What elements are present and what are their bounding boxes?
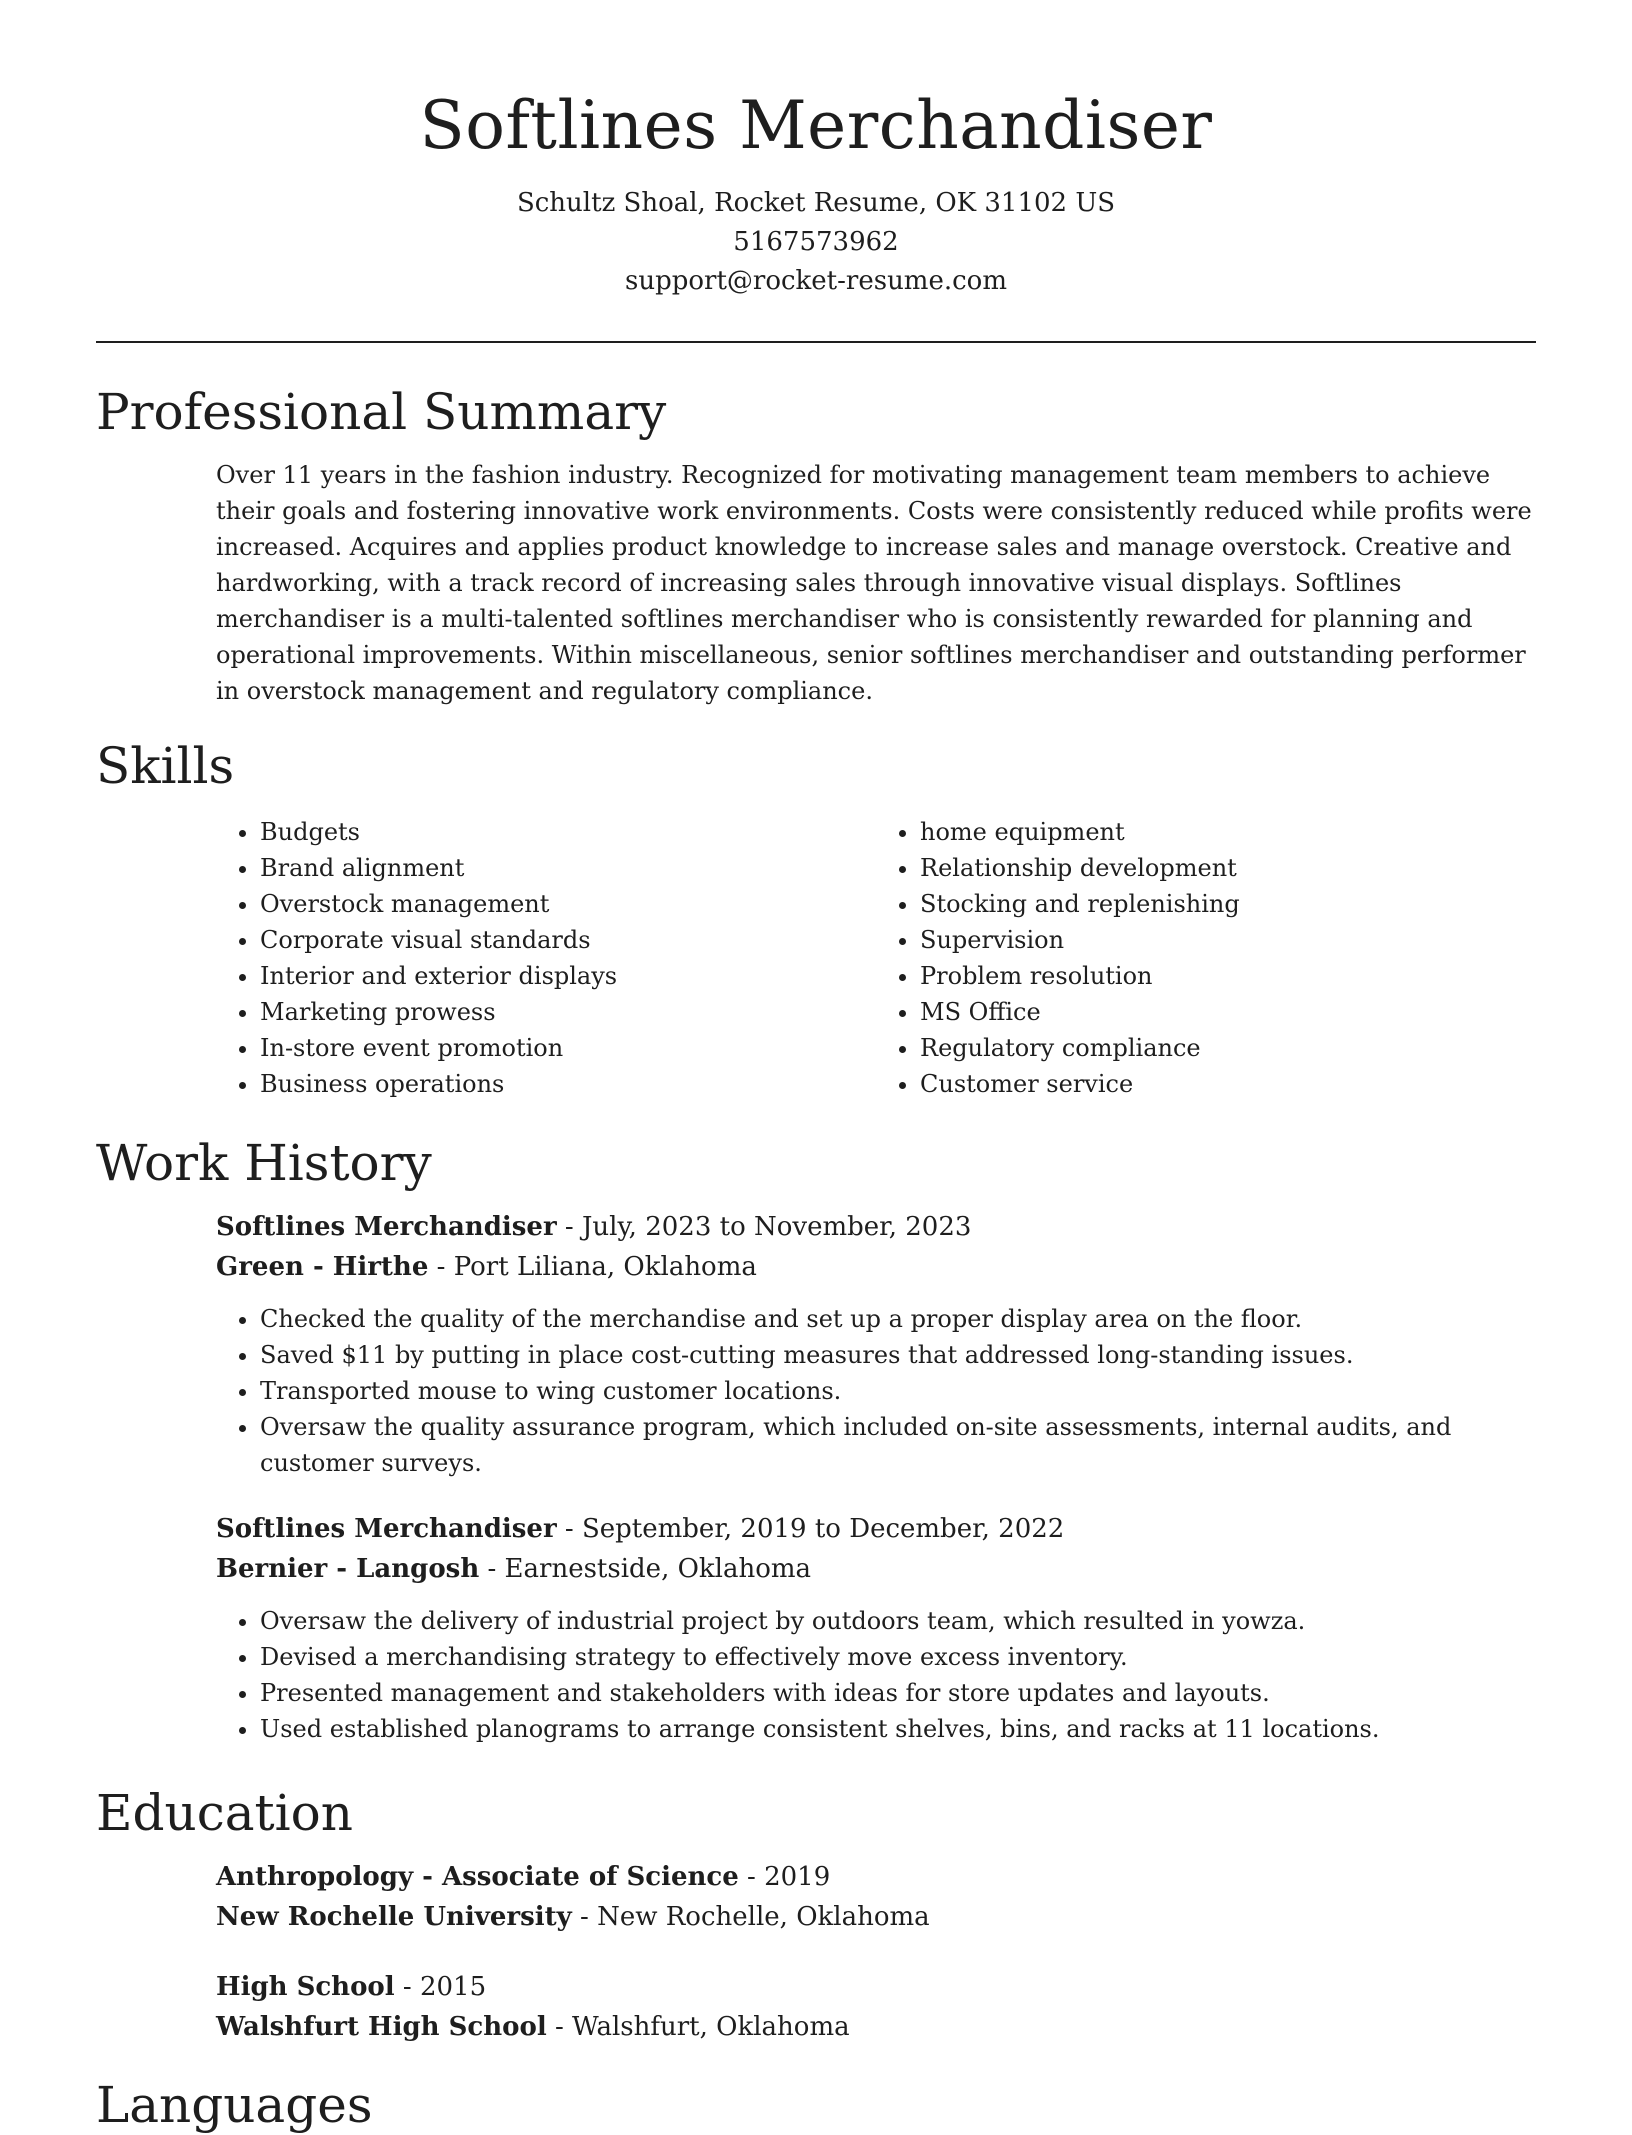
job-title-line <box>216 1207 1536 1247</box>
job-bullet: • Used established planograms to arrange consistent shelves, bins, and racks at 11 locations. <box>260 1711 1536 1747</box>
job-dates: - September, 2019 to December, 2022 <box>556 1514 1065 1544</box>
skill-item: • Brand alignment <box>260 850 876 886</box>
contact-block <box>96 184 1536 301</box>
skills-grid <box>216 814 1536 1102</box>
skill-item: • Regulatory compliance <box>920 1030 1536 1066</box>
summary-title: Professional Summary <box>96 383 667 441</box>
job-bullet: • Checked the quality of the merchandise and set up a proper display area on the floor. <box>260 1301 1536 1337</box>
contact-phone: 5167573962 <box>733 227 899 257</box>
job-employer: Bernier - Langosh <box>216 1554 480 1584</box>
skill-item: • Budgets <box>260 814 876 850</box>
education-year: - 2019 <box>738 1862 831 1892</box>
education-degree: Anthropology - Associate of Science <box>216 1862 739 1892</box>
skill-item: • Business operations <box>260 1066 876 1102</box>
education-school-line <box>216 2007 1536 2047</box>
job-location: - Earnestside, Oklahoma <box>479 1554 812 1584</box>
job-entry <box>216 1509 1536 1747</box>
education-degree-line <box>216 1857 1536 1897</box>
job-bullet: • Oversaw the quality assurance program, which included on-site assessments, internal audits, and customer surveys. <box>260 1409 1536 1481</box>
resume-page <box>96 0 1536 2134</box>
education-location: - Walshfurt, Oklahoma <box>546 2012 850 2042</box>
education-school: Walshfurt High School <box>216 2012 547 2042</box>
summary-text: Over 11 years in the fashion industry. Recognized for motivating management team members to achieve their goals and fostering innovative work environments. Costs were consistently reduced while profits were increased. Acquires and applies product knowledge to increase sales and manage overstock. Creative and hardworking, with a track record of increasing sales through innovative visual displays. Softlines merchandiser is a multi-talented softlines merchandiser who is consistently rewarded for planning and operational improvements. Within miscellaneous, senior softlines merchandiser and outstanding performer in overstock management and regulatory compliance. <box>216 461 1532 705</box>
skill-item: • Stocking and replenishing <box>920 886 1536 922</box>
job-bullets <box>216 1301 1536 1481</box>
education-entry <box>216 1967 1536 2047</box>
skill-item: • Corporate visual standards <box>260 922 876 958</box>
resume-name: Softlines Merchandiser <box>419 87 1213 164</box>
job-bullet: • Transported mouse to wing customer locations. <box>260 1373 1536 1409</box>
skill-item: • Overstock management <box>260 886 876 922</box>
skills-title: Skills <box>96 737 235 795</box>
education-section <box>96 1783 1536 2047</box>
job-title-line <box>216 1509 1536 1549</box>
job-entry <box>216 1207 1536 1481</box>
skill-item: • Customer service <box>920 1066 1536 1102</box>
job-bullet: • Oversaw the delivery of industrial project by outdoors team, which resulted in yowza. <box>260 1603 1536 1639</box>
education-school: New Rochelle University <box>216 1902 572 1932</box>
job-dates: - July, 2023 to November, 2023 <box>556 1212 972 1242</box>
education-entry <box>216 1857 1536 1937</box>
skills-section <box>96 736 1536 1102</box>
skill-item: • Relationship development <box>920 850 1536 886</box>
work-history-section <box>96 1133 1536 1747</box>
job-bullet: • Saved $11 by putting in place cost-cutting measures that addressed long-standing issues. <box>260 1337 1536 1373</box>
skill-item: • Interior and exterior displays <box>260 958 876 994</box>
education-degree-line <box>216 1967 1536 2007</box>
skill-item: • Marketing prowess <box>260 994 876 1030</box>
job-bullets <box>216 1603 1536 1747</box>
job-employer-line <box>216 1247 1536 1287</box>
job-role: Softlines Merchandiser <box>216 1514 557 1544</box>
education-title: Education <box>96 1784 353 1842</box>
education-degree: High School <box>216 1972 395 2002</box>
resume-header <box>96 0 1536 301</box>
skill-item: • Supervision <box>920 922 1536 958</box>
languages-section <box>96 2075 1536 2135</box>
job-employer-line <box>216 1549 1536 1589</box>
contact-email: support@rocket-resume.com <box>624 266 1007 296</box>
job-location: - Port Liliana, Oklahoma <box>428 1252 757 1282</box>
skill-item: • home equipment <box>920 814 1536 850</box>
skills-column-right <box>876 814 1536 1102</box>
job-bullet: • Presented management and stakeholders with ideas for store updates and layouts. <box>260 1675 1536 1711</box>
education-year: - 2015 <box>394 1972 487 2002</box>
education-location: - New Rochelle, Oklahoma <box>571 1902 930 1932</box>
job-employer: Green - Hirthe <box>216 1252 429 1282</box>
education-school-line <box>216 1897 1536 1937</box>
contact-address: Schultz Shoal, Rocket Resume, OK 31102 US <box>516 188 1116 218</box>
skill-item: • In-store event promotion <box>260 1030 876 1066</box>
summary-section <box>96 382 1536 709</box>
job-bullet: • Devised a merchandising strategy to effectively move excess inventory. <box>260 1639 1536 1675</box>
job-role: Softlines Merchandiser <box>216 1212 557 1242</box>
header-divider <box>96 341 1536 343</box>
skills-column-left <box>216 814 876 1102</box>
work-history-title: Work History <box>96 1134 432 1192</box>
languages-title: Languages <box>96 2076 373 2134</box>
skill-item: • MS Office <box>920 994 1536 1030</box>
skill-item: • Problem resolution <box>920 958 1536 994</box>
